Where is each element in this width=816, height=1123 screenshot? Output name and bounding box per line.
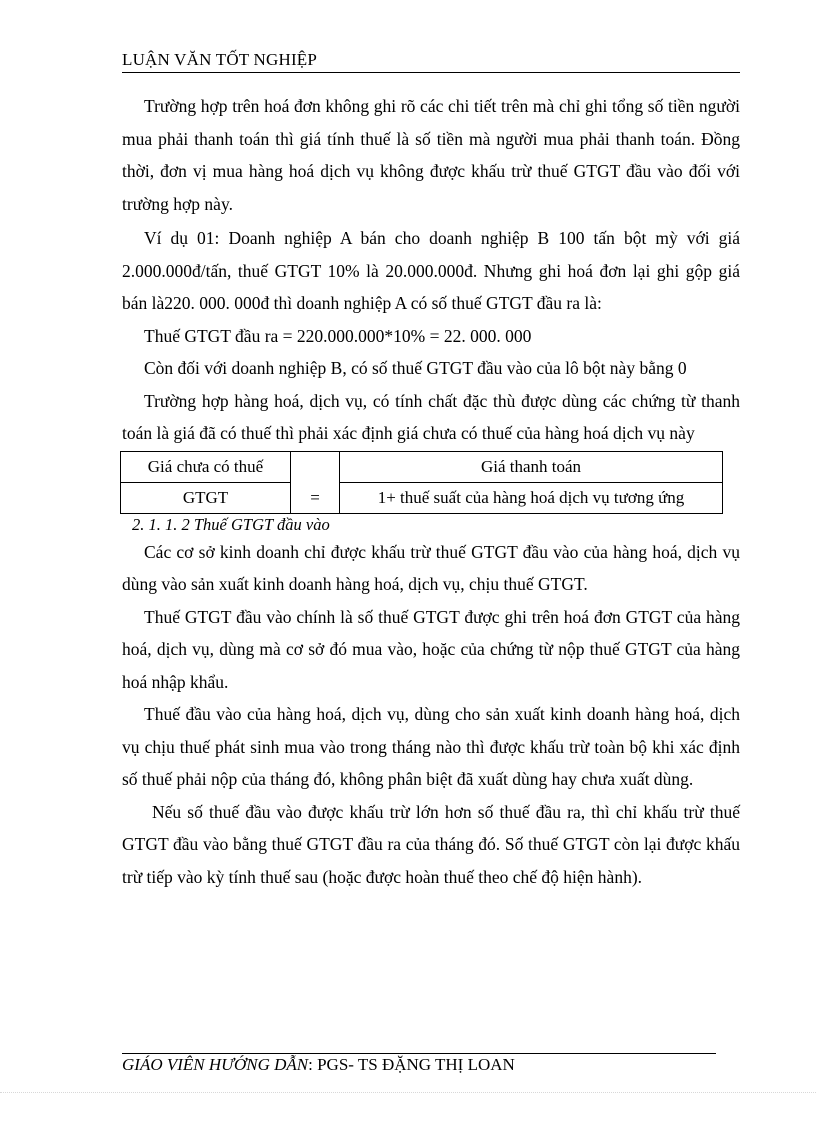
paragraph-8: Thuế đầu vào của hàng hoá, dịch vụ, dùng cho sản xuất kinh doanh hàng hoá, dịch vụ chịu thuế phát sinh mua vào trong tháng nào thì được khấu trừ toàn bộ khi xác định số thuế phải nộp của tháng đó, không phân biệt đã xuất dùng hay chưa xuất dùng.: [122, 704, 740, 789]
paragraph-1: Trường hợp trên hoá đơn không ghi rõ các chi tiết trên mà chỉ ghi tổng số tiền người mua phải thanh toán thì giá tính thuế là số tiền mà người mua phải thanh toán. Đồng thời, đơn vị mua hàng hoá dịch vụ không được khấu trừ thuế GTGT đầu vào đối với trường hợp này.: [122, 96, 740, 214]
paragraph-2: Ví dụ 01: Doanh nghiệp A bán cho doanh nghiệp B 100 tấn bột mỳ với giá 2.000.000đ/tấn, thuế GTGT 10% là 20.000.000đ. Nhưng ghi hoá đơn lại ghi gộp giá bán là220. 000. 000đ thì doanh nghiệp A có số thuế GTGT đầu ra là:: [122, 228, 740, 313]
formula-left-bottom: GTGT: [121, 482, 291, 513]
paragraph-3: Thuế GTGT đầu ra = 220.000.000*10% = 22. 000. 000: [144, 325, 532, 346]
formula-left-top: Giá chưa có thuế: [121, 451, 291, 482]
page-footer: [122, 1053, 716, 1075]
formula-equals: [291, 451, 340, 513]
section-subheading: 2. 1. 1. 2 Thuế GTGT đầu vào: [132, 514, 330, 534]
paragraph-6: Các cơ sở kinh doanh chỉ được khấu trừ thuế GTGT đầu vào của hàng hoá, dịch vụ dùng vào sản xuất kinh doanh hàng hoá, dịch vụ, chịu thuế GTGT.: [122, 541, 740, 594]
document-body: [122, 90, 740, 893]
formula-equals-sign: =: [310, 488, 320, 507]
paragraph-7: Thuế GTGT đầu vào chính là số thuế GTGT được ghi trên hoá đơn GTGT của hàng hoá, dịch vụ, dùng mà cơ sở đó mua vào, hoặc của chứng từ nộp thuế GTGT của hàng hoá nhập khẩu.: [122, 606, 740, 692]
paragraph-9: Nếu số thuế đầu vào được khấu trừ lớn hơn số thuế đầu ra, thì chỉ khấu trừ thuế GTGT đầu vào bằng thuế GTGT đầu ra của tháng đó. Số thuế GTGT còn lại được khấu trừ tiếp vào kỳ tính thuế sau (hoặc được hoàn thuế theo chế độ hiện hành).: [122, 801, 740, 887]
header-title: LUẬN VĂN TỐT NGHIỆP: [122, 50, 318, 69]
formula-numerator: Giá thanh toán: [340, 451, 723, 482]
formula-table: [120, 451, 723, 514]
paragraph-5: Trường hợp hàng hoá, dịch vụ, có tính chất đặc thù được dùng các chứng từ thanh toán là giá đã có thuế thì phải xác định giá chưa có thuế của hàng hoá dịch vụ này: [122, 390, 740, 443]
footer-label: GIÁO VIÊN HƯỚNG DẪN: [122, 1055, 309, 1074]
page-header: [122, 50, 740, 73]
footer-separator: :: [308, 1055, 318, 1074]
formula-denominator: 1+ thuế suất của hàng hoá dịch vụ tương ứng: [340, 482, 723, 513]
footer-name: PGS- TS ĐẶNG THỊ LOAN: [317, 1055, 515, 1074]
paragraph-4: Còn đối với doanh nghiệp B, có số thuế GTGT đầu vào của lô bột này bằng 0: [144, 358, 687, 378]
page-bottom-divider: [0, 1092, 816, 1093]
